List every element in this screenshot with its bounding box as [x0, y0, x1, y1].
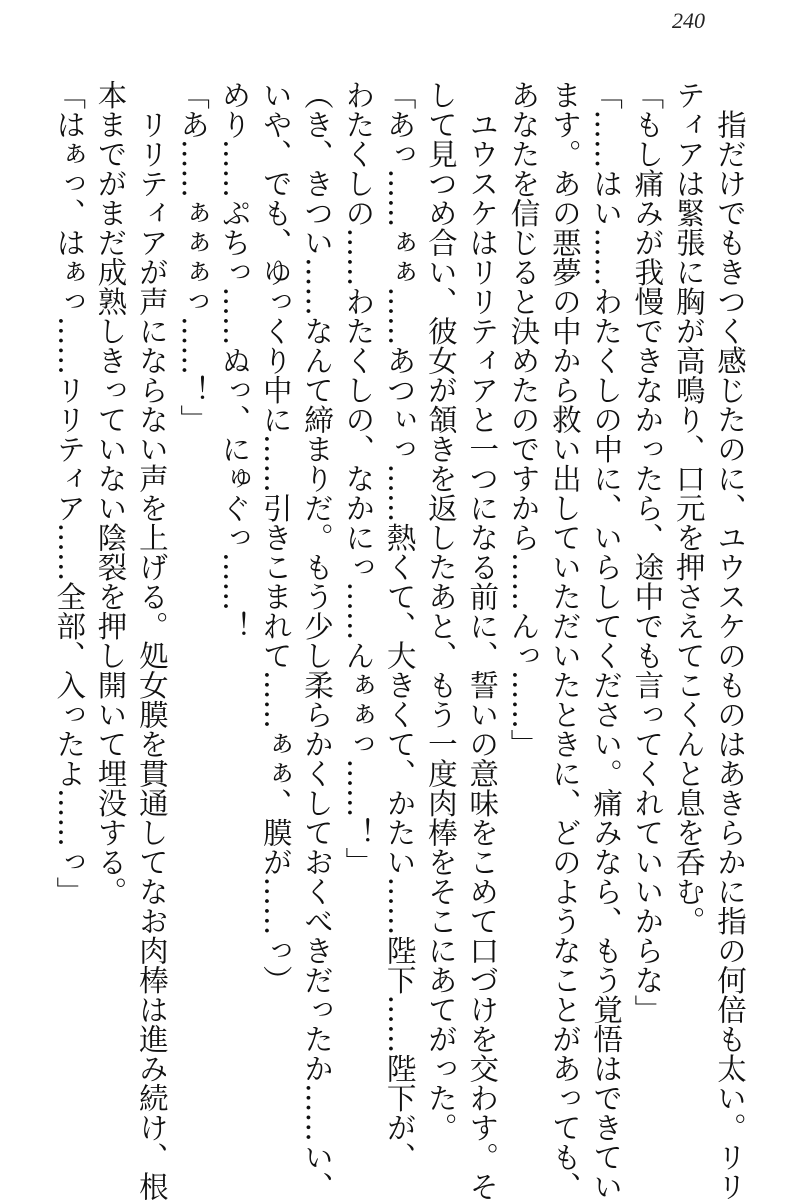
- text-line: わたくしの……わたくしの、なかにっ……んぁぁっ……！」: [341, 80, 376, 877]
- body-text: [48, 80, 750, 1201]
- text-line: ティアは緊張に胸が高鳴り、口元を押さえてこくんと息を呑む。: [671, 80, 706, 936]
- text-line: あなたを信じると決めたのですから……んっ……」: [506, 80, 541, 759]
- text-line: いや、でも、ゆっくり中に……引きこまれて……ぁぁ、膜が……っ）: [258, 80, 293, 995]
- text-line: 「あっ……ぁぁ……あつぃっ……熱くて、大きくて、かたい……陛下……陛下が、: [382, 80, 417, 1172]
- text-line: 本までがまだ成熟しきっていない陰裂を押し開いて埋没する。: [93, 80, 128, 906]
- text-line: めり……ぷちっ……ぬっ、にゅぐっ……！: [217, 80, 252, 641]
- text-line: 「……はい……わたくしの中に、いらしてください。痛みなら、もう覚悟はできてい: [589, 80, 624, 1201]
- text-line: 指だけでもきつく感じたのに、ユウスケのものはあきらかに指の何倍も太い。リリ: [713, 80, 747, 1201]
- text-line: （き、きつい……なんて締まりだ。もう少し柔らかくしておくべきだったか……い、: [300, 80, 335, 1201]
- text-line: して見つめ合い、彼女が頷きを返したあと、もう一度肉棒をそこにあてがった。: [423, 80, 458, 1142]
- text-line: ユウスケはリリティアと一つになる前に、誓いの意味をこめて口づけを交わす。そ: [465, 80, 500, 1201]
- text-line: 「もし痛みが我慢できなかったら、途中でも言ってくれていいからな」: [630, 80, 665, 1024]
- text-line: 「はぁっ、はぁっ……リリティア……全部、入ったよ……っ」: [52, 80, 87, 906]
- page-number: 240: [672, 8, 705, 33]
- text-line: リリティアが声にならない声を上げる。処女膜を貫通してなお肉棒は進み続け、根: [134, 80, 169, 1201]
- text-line: ます。あの悪夢の中から救い出していただいたときに、どのようなことがあっても、: [547, 80, 582, 1201]
- text-line: 「あ……ぁぁぁっ……！」: [176, 80, 211, 434]
